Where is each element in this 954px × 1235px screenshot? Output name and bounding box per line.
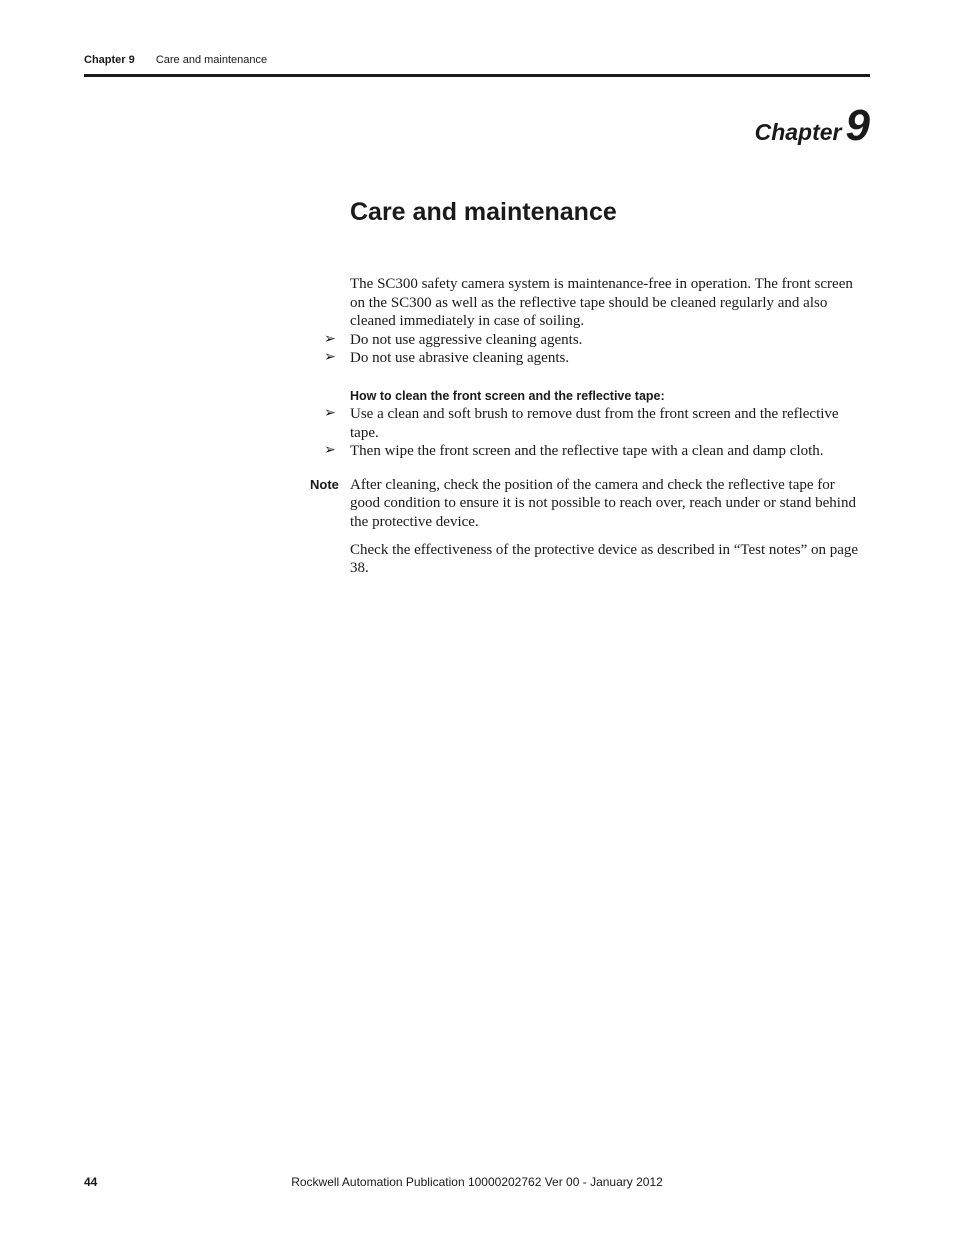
note-label: Note — [310, 476, 339, 492]
howto-heading: How to clean the front screen and the reflective tape: — [350, 388, 665, 403]
running-header-title: Care and maintenance — [155, 54, 268, 66]
publication-footer: Rockwell Automation Publication 10000202762 Ver 00 - January 2012 — [291, 1175, 663, 1189]
list-item-text: Then wipe the front screen and the reflective tape with a clean and damp cloth. — [350, 443, 824, 460]
page-number: 44 — [84, 1175, 98, 1189]
arrowhead-bullet-icon: ➢ — [324, 443, 336, 459]
list-item-text: Do not use abrasive cleaning agents. — [350, 350, 570, 367]
note-text: After cleaning, check the position of the camera and check the reflective tape for good condition to ensure it is not possible to reach over, reach under or stand behind the protective device. — [350, 476, 856, 530]
note-followup: Check the effectiveness of the protective device as described in “Test notes” on page 38. — [350, 541, 859, 577]
list-item-text: Use a clean and soft brush to remove dust from the front screen and the reflective tape. — [350, 405, 839, 441]
chapter-label — [754, 101, 870, 150]
running-header — [84, 54, 267, 66]
list-item — [324, 442, 865, 461]
running-header-chapter: Chapter 9 — [84, 54, 135, 66]
main-content — [310, 275, 865, 578]
chapter-label-number: 9 — [845, 101, 870, 150]
list-item — [324, 331, 865, 350]
arrowhead-bullet-icon: ➢ — [324, 331, 336, 347]
arrowhead-bullet-icon: ➢ — [324, 350, 336, 366]
list-item — [324, 405, 865, 442]
howto-steps — [324, 405, 865, 461]
page-title: Care and maintenance — [350, 198, 617, 226]
header-rule — [84, 74, 870, 77]
list-item — [324, 349, 865, 368]
chapter-label-word: Chapter — [754, 119, 842, 145]
note-block — [310, 476, 865, 578]
list-item-text: Do not use aggressive cleaning agents. — [350, 331, 583, 348]
warning-list — [324, 331, 865, 368]
intro-paragraph: The SC300 safety camera system is maintenance-free in operation. The front screen on the SC300 as well as the reflective tape should be cleaned regularly and also cleaned immediately in case of soiling. — [350, 276, 853, 330]
arrowhead-bullet-icon: ➢ — [324, 405, 336, 421]
